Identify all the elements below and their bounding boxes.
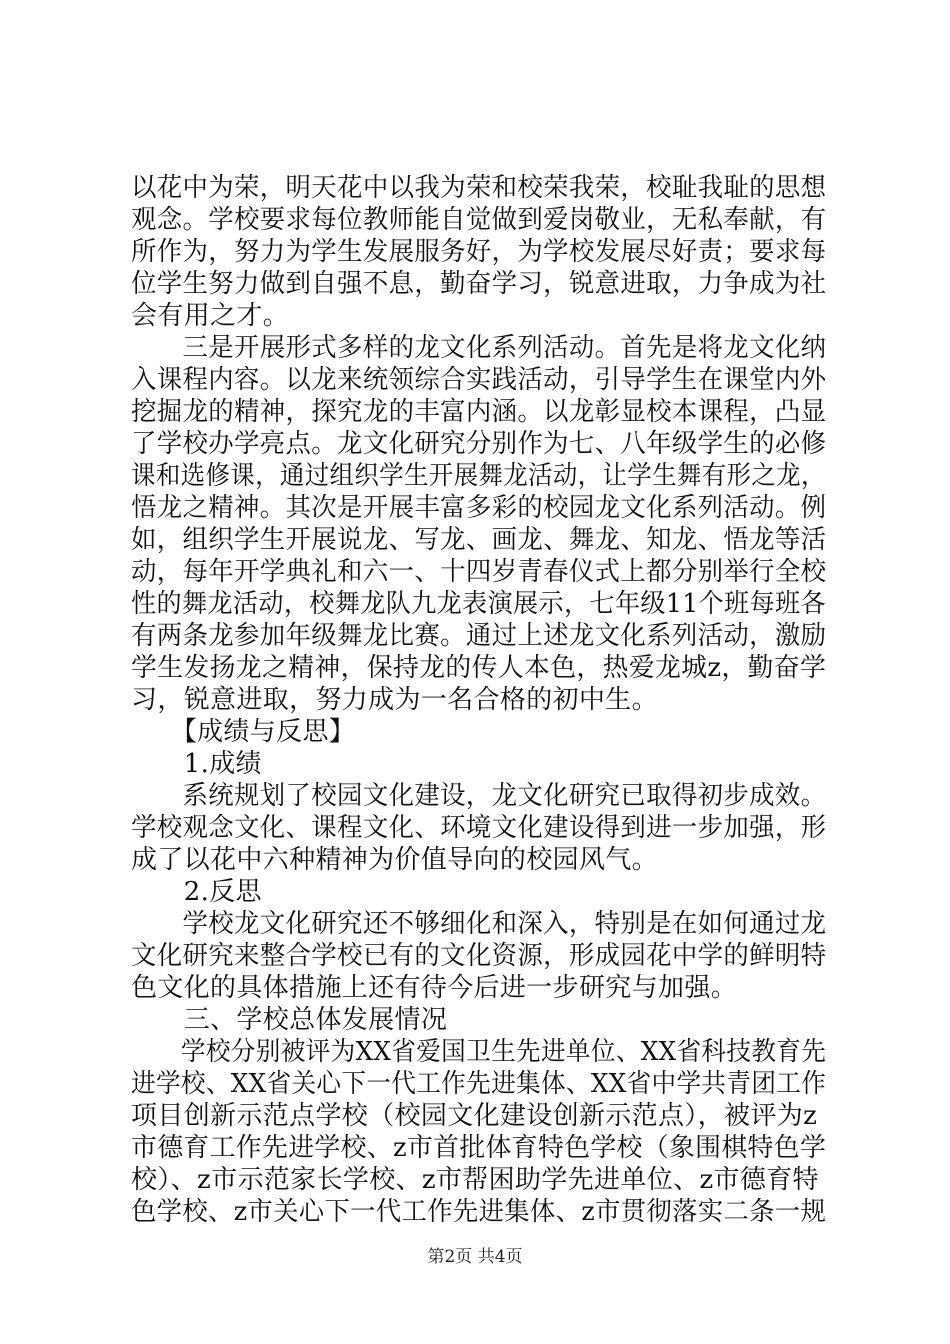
text-line: 1.成绩	[131, 749, 262, 779]
text-line: 悟龙之精神。其次是开展丰富多彩的校园龙文化系列活动。例	[131, 493, 827, 523]
text-line: 【成绩与反思】	[131, 717, 356, 747]
text-line: 校）、z市示范家长学校、z市帮困助学先进单位、z市德育特	[131, 1165, 819, 1195]
text-line: 有两条龙参加年级舞龙比赛。通过上述龙文化系列活动，激励	[131, 621, 827, 651]
page-footer: 第2页 共4页	[427, 1247, 523, 1267]
text-line: 2.反思	[131, 877, 262, 907]
text-line: 位学生努力做到自强不息，勤奋学习，锐意进取，力争成为社	[131, 269, 827, 299]
text-line: 成了以花中六种精神为价值导向的校园风气。	[131, 845, 659, 875]
text-line: 以花中为荣，明天花中以我为荣和校荣我荣，校耻我耻的思想	[131, 173, 827, 203]
text-line: 进学校、XX省关心下一代工作先进集体、XX省中学共青团工作	[131, 1069, 827, 1099]
text-line: 如，组织学生开展说龙、写龙、画龙、舞龙、知龙、悟龙等活	[131, 525, 827, 555]
text-line: 观念。学校要求每位教师能自觉做到爱岗敬业，无私奉献，有	[131, 205, 827, 235]
text-line: 色学校、z市关心下一代工作先进集体、z市贯彻落实二条一规	[131, 1197, 827, 1227]
text-line: 项目创新示范点学校（校园文化建设创新示范点），被评为z	[131, 1101, 818, 1131]
document-body	[131, 172, 826, 1228]
text-line: 三、学校总体发展情况	[131, 1005, 448, 1035]
text-line: 学校观念文化、课程文化、环境文化建设得到进一步加强，形	[131, 813, 827, 843]
text-line: 了学校办学亮点。龙文化研究分别作为七、八年级学生的必修	[131, 429, 827, 459]
text-line: 三是开展形式多样的龙文化系列活动。首先是将龙文化纳	[131, 333, 827, 363]
text-line: 入课程内容。以龙来统领综合实践活动，引导学生在课堂内外	[131, 365, 827, 395]
text-line: 动，每年开学典礼和六一、十四岁青春仪式上都分别举行全校	[131, 557, 827, 587]
text-line: 学生发扬龙之精神，保持龙的传人本色，热爱龙城z，勤奋学	[131, 653, 827, 683]
text-line: 会有用之才。	[131, 301, 290, 331]
text-line: 市德育工作先进学校、z市首批体育特色学校（象围棋特色学	[131, 1133, 827, 1163]
text-line: 所作为，努力为学生发展服务好，为学校发展尽好责；要求每	[131, 237, 827, 267]
text-line: 性的舞龙活动，校舞龙队九龙表演展示，七年级11个班每班各	[131, 589, 826, 619]
text-line: 色文化的具体措施上还有待今后进一步研究与加强。	[131, 973, 738, 1003]
text-line: 学校龙文化研究还不够细化和深入，特别是在如何通过龙	[131, 909, 827, 939]
text-line: 课和选修课，通过组织学生开展舞龙活动，让学生舞有形之龙，	[131, 461, 826, 491]
text-line: 系统规划了校园文化建设，龙文化研究已取得初步成效。	[131, 781, 827, 811]
text-line: 文化研究来整合学校已有的文化资源，形成园花中学的鲜明特	[131, 941, 827, 971]
text-line: 挖掘龙的精神，探究龙的丰富内涵。以龙彰显校本课程，凸显	[131, 397, 827, 427]
text-line: 习，锐意进取，努力成为一名合格的初中生。	[131, 685, 659, 715]
text-line: 学校分别被评为XX省爱国卫生先进单位、XX省科技教育先	[131, 1037, 827, 1067]
